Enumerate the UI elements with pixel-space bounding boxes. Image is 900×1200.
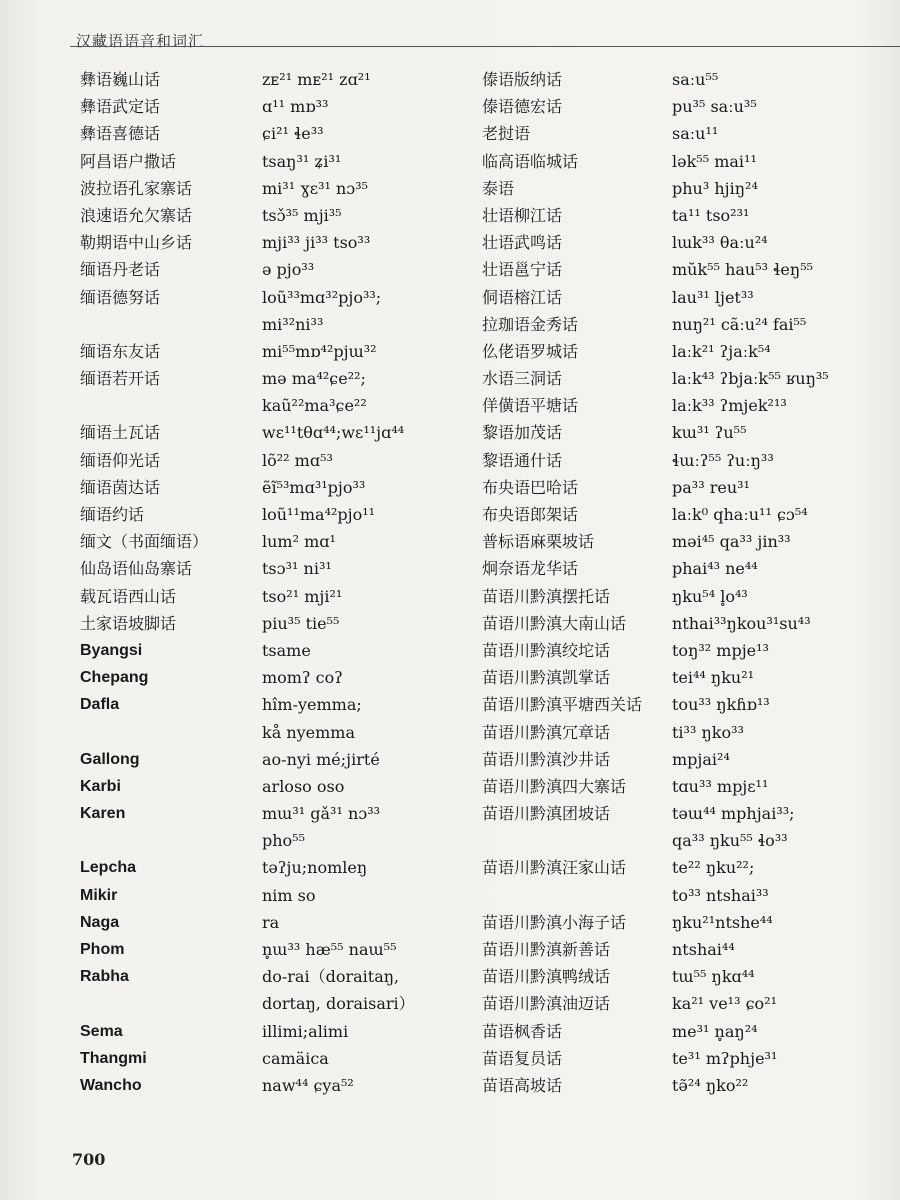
entry-row bbox=[72, 664, 472, 691]
language-name: Phom bbox=[80, 941, 125, 958]
word-form: piu³⁵ tie⁵⁵ bbox=[262, 613, 340, 633]
language-name: Wancho bbox=[80, 1076, 142, 1094]
word-form: wɛ¹¹tθɑ⁴⁴;wɛ¹¹jɑ⁴⁴ bbox=[262, 423, 405, 443]
entry-row bbox=[72, 555, 472, 582]
word-form: laːk²¹ ʔjaːk⁵⁴ bbox=[672, 341, 771, 361]
word-form: tsɔ̌³⁵ mji³⁵ bbox=[262, 205, 342, 225]
word-form: lum² mɑ¹ bbox=[262, 532, 336, 552]
word-form: mji³³ ji³³ tso³³ bbox=[262, 233, 371, 253]
language-name: Sema bbox=[80, 1022, 123, 1040]
entry-row bbox=[72, 827, 472, 854]
word-form: kaũ²²ma³ɕe²² bbox=[262, 396, 367, 416]
entry-row bbox=[72, 637, 472, 664]
entry-row bbox=[482, 664, 900, 691]
entry-row bbox=[72, 93, 472, 120]
word-form: mi³²ni³³ bbox=[262, 314, 324, 334]
entry-row bbox=[72, 528, 472, 555]
word-form: saːu⁵⁵ bbox=[672, 70, 719, 89]
entry-row bbox=[72, 256, 472, 283]
word-form: mə ma⁴²ɕe²²; bbox=[262, 369, 366, 389]
entry-row bbox=[482, 637, 900, 664]
language-name: Byangsi bbox=[80, 641, 143, 659]
language-name: 黎语加茂话 bbox=[482, 423, 563, 443]
language-name: 傣语德宏话 bbox=[482, 97, 563, 117]
entry-row bbox=[72, 447, 472, 474]
language-name: 苗语川黔滇绞坨话 bbox=[482, 640, 611, 660]
language-name: Karbi bbox=[80, 777, 121, 795]
word-form: məi⁴⁵ qa³³ jin³³ bbox=[672, 532, 791, 552]
language-name: 苗语枫香话 bbox=[482, 1021, 563, 1041]
word-form: te³¹ mʔphje³¹ bbox=[672, 1048, 778, 1068]
word-form: do-rai（doraitaŋ, bbox=[262, 967, 400, 987]
language-name: Naga bbox=[80, 913, 120, 931]
word-form: ao-nyi mé;jirté bbox=[262, 749, 380, 769]
entry-row bbox=[72, 202, 472, 229]
entry-row bbox=[72, 1018, 472, 1045]
language-name: 佯僙语平塘话 bbox=[482, 396, 579, 416]
language-name: 波拉语孔家寨话 bbox=[80, 178, 193, 198]
entry-row bbox=[482, 1018, 900, 1045]
language-name: 苗语川黔滇小海子话 bbox=[482, 912, 627, 932]
entry-row bbox=[72, 854, 472, 881]
language-name: 苗语川黔滇汪家山话 bbox=[482, 858, 627, 878]
language-name: 载瓦语西山话 bbox=[80, 586, 177, 606]
entry-row bbox=[482, 202, 900, 229]
language-name: 老挝语 bbox=[482, 124, 531, 144]
word-form: ta¹¹ tso²³¹ bbox=[672, 205, 750, 225]
language-name: 苗语川黔滇鸭绒话 bbox=[482, 967, 611, 987]
word-form: zᴇ²¹ mᴇ²¹ zɑ²¹ bbox=[262, 70, 371, 89]
language-name: 临高语临城话 bbox=[482, 151, 579, 171]
language-name: 侗语榕江话 bbox=[482, 287, 563, 307]
language-name: 苗语复员话 bbox=[482, 1048, 563, 1068]
language-name: 缅语土瓦话 bbox=[80, 423, 161, 443]
language-name: 彝语喜德话 bbox=[80, 124, 161, 144]
word-form: ɬɯːʔ⁵⁵ ʔuːŋ³³ bbox=[672, 450, 774, 470]
entry-row bbox=[482, 365, 900, 392]
word-form: kɯ³¹ ʔu⁵⁵ bbox=[672, 423, 747, 443]
entry-row bbox=[482, 719, 900, 746]
entry-row bbox=[482, 854, 900, 881]
word-form: ti³³ ŋko³³ bbox=[672, 722, 744, 742]
entry-row bbox=[72, 501, 472, 528]
word-form: nuŋ²¹ cãːu²⁴ fai⁵⁵ bbox=[672, 314, 807, 334]
entry-row bbox=[72, 1072, 472, 1099]
word-form: naw⁴⁴ ɕya⁵² bbox=[262, 1075, 354, 1095]
entry-row bbox=[482, 175, 900, 202]
language-name: 壮语邕宁话 bbox=[482, 260, 563, 280]
language-name: Karen bbox=[80, 805, 126, 823]
entry-row bbox=[72, 1045, 472, 1072]
language-name: 水语三洞话 bbox=[482, 369, 563, 389]
word-form: nim so bbox=[262, 885, 316, 905]
entry-row bbox=[72, 691, 472, 718]
entry-row bbox=[482, 528, 900, 555]
language-name: 苗语高坡话 bbox=[482, 1075, 563, 1095]
language-name: 仫佬语罗城话 bbox=[482, 341, 579, 361]
word-form: tei⁴⁴ ŋku²¹ bbox=[672, 668, 755, 688]
language-name: 黎语通什话 bbox=[482, 450, 563, 470]
language-name: 缅语若开话 bbox=[80, 369, 161, 389]
word-form: pu³⁵ saːu³⁵ bbox=[672, 97, 757, 117]
word-form: təɯ⁴⁴ mphjai³³; bbox=[672, 804, 795, 824]
word-form: mi⁵⁵mɒ⁴²pjɯ³² bbox=[262, 341, 377, 361]
word-form: qa³³ ŋku⁵⁵ ɬo³³ bbox=[672, 831, 788, 851]
entry-row bbox=[482, 256, 900, 283]
entry-row bbox=[482, 148, 900, 175]
word-form: toŋ³² mpje¹³ bbox=[672, 640, 769, 660]
word-form: me³¹ n̥aŋ²⁴ bbox=[672, 1021, 758, 1041]
word-form: loũ¹¹ma⁴²pjo¹¹ bbox=[262, 505, 376, 524]
language-name: Dafla bbox=[80, 696, 120, 714]
entry-row bbox=[482, 338, 900, 365]
word-form: to³³ ntshai³³ bbox=[672, 885, 769, 905]
language-name: 缅文（书面缅语） bbox=[80, 532, 209, 552]
entry-row bbox=[72, 990, 472, 1017]
entry-row bbox=[72, 229, 472, 256]
language-name: 浪速语允欠寨话 bbox=[80, 205, 193, 225]
entry-row bbox=[482, 311, 900, 338]
word-form: ɑ¹¹ mɒ³³ bbox=[262, 97, 329, 117]
entry-row bbox=[72, 175, 472, 202]
language-name: 土家语坡脚话 bbox=[80, 613, 177, 633]
entry-row bbox=[72, 148, 472, 175]
word-form: ɕi²¹ ɬe³³ bbox=[262, 124, 324, 144]
language-name: 彝语武定话 bbox=[80, 97, 161, 117]
word-form: lək⁵⁵ mai¹¹ bbox=[672, 151, 757, 171]
language-name: Lepcha bbox=[80, 859, 137, 877]
language-name: Chepang bbox=[80, 669, 149, 687]
language-name: 壮语柳江话 bbox=[482, 205, 563, 225]
language-name: 傣语版纳话 bbox=[482, 70, 563, 89]
word-form: ra bbox=[262, 912, 280, 932]
entry-row bbox=[482, 120, 900, 147]
language-name: 苗语川黔滇凯掌话 bbox=[482, 668, 611, 688]
entry-row bbox=[482, 474, 900, 501]
word-form: dortaŋ, doraisari） bbox=[262, 994, 415, 1014]
entry-row bbox=[72, 66, 472, 93]
right-column bbox=[482, 66, 900, 1099]
word-form: laːk³³ ʔmjek²¹³ bbox=[672, 396, 787, 416]
language-name: 苗语川黔滇油迈话 bbox=[482, 994, 611, 1014]
language-name: 苗语川黔滇冗章话 bbox=[482, 722, 611, 742]
entry-row bbox=[482, 229, 900, 256]
word-form: tɑu³³ mpjɛ¹¹ bbox=[672, 776, 769, 796]
language-name: Thangmi bbox=[80, 1049, 147, 1067]
language-name: 缅语仰光话 bbox=[80, 450, 161, 470]
entry-row bbox=[72, 419, 472, 446]
word-form: nthai³³ŋkou³¹su⁴³ bbox=[672, 613, 811, 633]
entry-row bbox=[482, 990, 900, 1017]
entry-row bbox=[482, 555, 900, 582]
word-form: hîm-yemma; bbox=[262, 695, 362, 715]
word-form: phu³ hjiŋ²⁴ bbox=[672, 178, 758, 198]
running-head: 汉藏语语音和词汇 bbox=[76, 32, 205, 50]
entry-row bbox=[482, 1045, 900, 1072]
word-form: tsaŋ³¹ ʑi³¹ bbox=[262, 151, 342, 171]
language-name: 苗语川黔滇沙井话 bbox=[482, 749, 611, 769]
language-name: 拉珈语金秀话 bbox=[482, 314, 579, 334]
word-form: mi³¹ ɣɛ³¹ nɔ³⁵ bbox=[262, 178, 369, 198]
word-form: kå nyemma bbox=[262, 722, 356, 742]
language-name: 壮语武鸣话 bbox=[482, 233, 563, 253]
language-name: 仙岛语仙岛寨话 bbox=[80, 559, 193, 579]
language-name: 苗语川黔滇平塘西关话 bbox=[482, 695, 643, 715]
word-form: lɯk³³ θaːu²⁴ bbox=[672, 233, 768, 253]
word-form: təʔju;nomleŋ bbox=[262, 858, 368, 878]
word-form: mɯ³¹ gǎ³¹ nɔ³³ bbox=[262, 804, 381, 824]
entry-row bbox=[482, 691, 900, 718]
page-number: 700 bbox=[72, 1150, 106, 1169]
word-form: tsɔ³¹ ni³¹ bbox=[262, 559, 332, 579]
word-form: lau³¹ ljet³³ bbox=[672, 287, 754, 307]
language-name: 彝语巍山话 bbox=[80, 70, 161, 89]
word-form: ŋku⁵⁴ l̥o⁴³ bbox=[672, 586, 748, 606]
language-name: Rabha bbox=[80, 968, 129, 986]
word-form: saːu¹¹ bbox=[672, 124, 719, 144]
word-form: te²² ŋku²²; bbox=[672, 858, 755, 878]
entry-row bbox=[72, 284, 472, 311]
left-column bbox=[72, 66, 472, 1099]
language-name: 普标语麻栗坡话 bbox=[482, 532, 595, 552]
entry-row bbox=[72, 311, 472, 338]
entry-row bbox=[482, 447, 900, 474]
entry-row bbox=[482, 963, 900, 990]
language-name: Mikir bbox=[80, 886, 118, 904]
language-name: 苗语川黔滇摆托话 bbox=[482, 586, 611, 606]
word-form: ə pjo³³ bbox=[262, 260, 315, 280]
entry-row bbox=[72, 963, 472, 990]
language-name: 苗语川黔滇团坡话 bbox=[482, 804, 611, 824]
entry-row bbox=[482, 501, 900, 528]
entry-row bbox=[72, 365, 472, 392]
entry-row bbox=[482, 882, 900, 909]
language-name: 缅语东友话 bbox=[80, 341, 161, 361]
word-form: mŭk⁵⁵ hau⁵³ ɬeŋ⁵⁵ bbox=[672, 260, 814, 280]
entry-row bbox=[482, 800, 900, 827]
word-form: tsame bbox=[262, 640, 311, 660]
language-name: Gallong bbox=[80, 750, 140, 768]
language-name: 缅语茵达话 bbox=[80, 477, 161, 497]
entry-row bbox=[72, 746, 472, 773]
entry-row bbox=[72, 882, 472, 909]
entry-row bbox=[72, 474, 472, 501]
entry-row bbox=[72, 583, 472, 610]
entry-row bbox=[482, 419, 900, 446]
entry-row bbox=[72, 909, 472, 936]
language-name: 泰语 bbox=[482, 178, 515, 198]
word-form: tə̃²⁴ ŋko²² bbox=[672, 1075, 749, 1095]
entry-row bbox=[482, 392, 900, 419]
entry-row bbox=[72, 338, 472, 365]
entry-row bbox=[72, 120, 472, 147]
header-rule bbox=[70, 46, 900, 47]
entry-row bbox=[482, 936, 900, 963]
word-form: tso²¹ mji²¹ bbox=[262, 586, 343, 606]
entry-row bbox=[482, 773, 900, 800]
word-form: camäica bbox=[262, 1048, 329, 1068]
word-form: mpjai²⁴ bbox=[672, 749, 730, 769]
language-name: 布央语巴哈话 bbox=[482, 477, 579, 497]
language-name: 勒期语中山乡话 bbox=[80, 233, 193, 253]
word-form: momʔ coʔ bbox=[262, 668, 343, 688]
entry-row bbox=[482, 93, 900, 120]
word-form: tou³³ ŋkɦɒ¹³ bbox=[672, 695, 770, 715]
language-name: 苗语川黔滇大南山话 bbox=[482, 613, 627, 633]
word-form: n̥ɯ³³ hæ⁵⁵ naɯ⁵⁵ bbox=[262, 940, 397, 959]
word-form: pa³³ reu³¹ bbox=[672, 477, 750, 497]
language-name: 苗语川黔滇四大寨话 bbox=[482, 776, 627, 796]
entry-row bbox=[482, 284, 900, 311]
language-name: 布央语郎架话 bbox=[482, 505, 579, 524]
language-name: 缅语德努话 bbox=[80, 287, 161, 307]
word-form: phai⁴³ ne⁴⁴ bbox=[672, 559, 758, 579]
entry-row bbox=[72, 773, 472, 800]
word-form: laːk⁴³ ʔbjaːk⁵⁵ ʁuŋ³⁵ bbox=[672, 369, 829, 389]
language-name: 炯奈语龙华话 bbox=[482, 559, 579, 579]
entry-row bbox=[72, 936, 472, 963]
word-form: ẽĩ⁵³mɑ³¹pjo³³ bbox=[262, 477, 366, 497]
language-name: 苗语川黔滇新善话 bbox=[482, 940, 611, 959]
entry-row bbox=[482, 827, 900, 854]
word-form: arloso oso bbox=[262, 776, 345, 796]
entry-row bbox=[72, 392, 472, 419]
word-form: lõ²² mɑ⁵³ bbox=[262, 450, 333, 470]
word-form: loũ³³mɑ³²pjo³³; bbox=[262, 287, 382, 307]
language-name: 阿昌语户撒话 bbox=[80, 151, 177, 171]
word-form: illimi;alimi bbox=[262, 1021, 349, 1041]
entry-row bbox=[482, 909, 900, 936]
entry-row bbox=[72, 719, 472, 746]
word-form: ŋku²¹ntshe⁴⁴ bbox=[672, 912, 773, 932]
entry-row bbox=[482, 66, 900, 93]
language-name: 缅语丹老话 bbox=[80, 260, 161, 280]
entry-row bbox=[72, 800, 472, 827]
word-form: pho⁵⁵ bbox=[262, 831, 306, 851]
entry-row bbox=[72, 610, 472, 637]
word-form: ntshai⁴⁴ bbox=[672, 940, 735, 959]
entry-row bbox=[482, 583, 900, 610]
entry-row bbox=[482, 1072, 900, 1099]
word-form: ka²¹ ve¹³ ɕo²¹ bbox=[672, 994, 777, 1014]
entry-row bbox=[482, 746, 900, 773]
word-form: tɯ⁵⁵ ŋkɑ⁴⁴ bbox=[672, 967, 755, 987]
entry-row bbox=[482, 610, 900, 637]
language-name: 缅语约话 bbox=[80, 505, 145, 524]
word-form: laːk⁰ qhaːu¹¹ ɕɔ⁵⁴ bbox=[672, 505, 808, 524]
